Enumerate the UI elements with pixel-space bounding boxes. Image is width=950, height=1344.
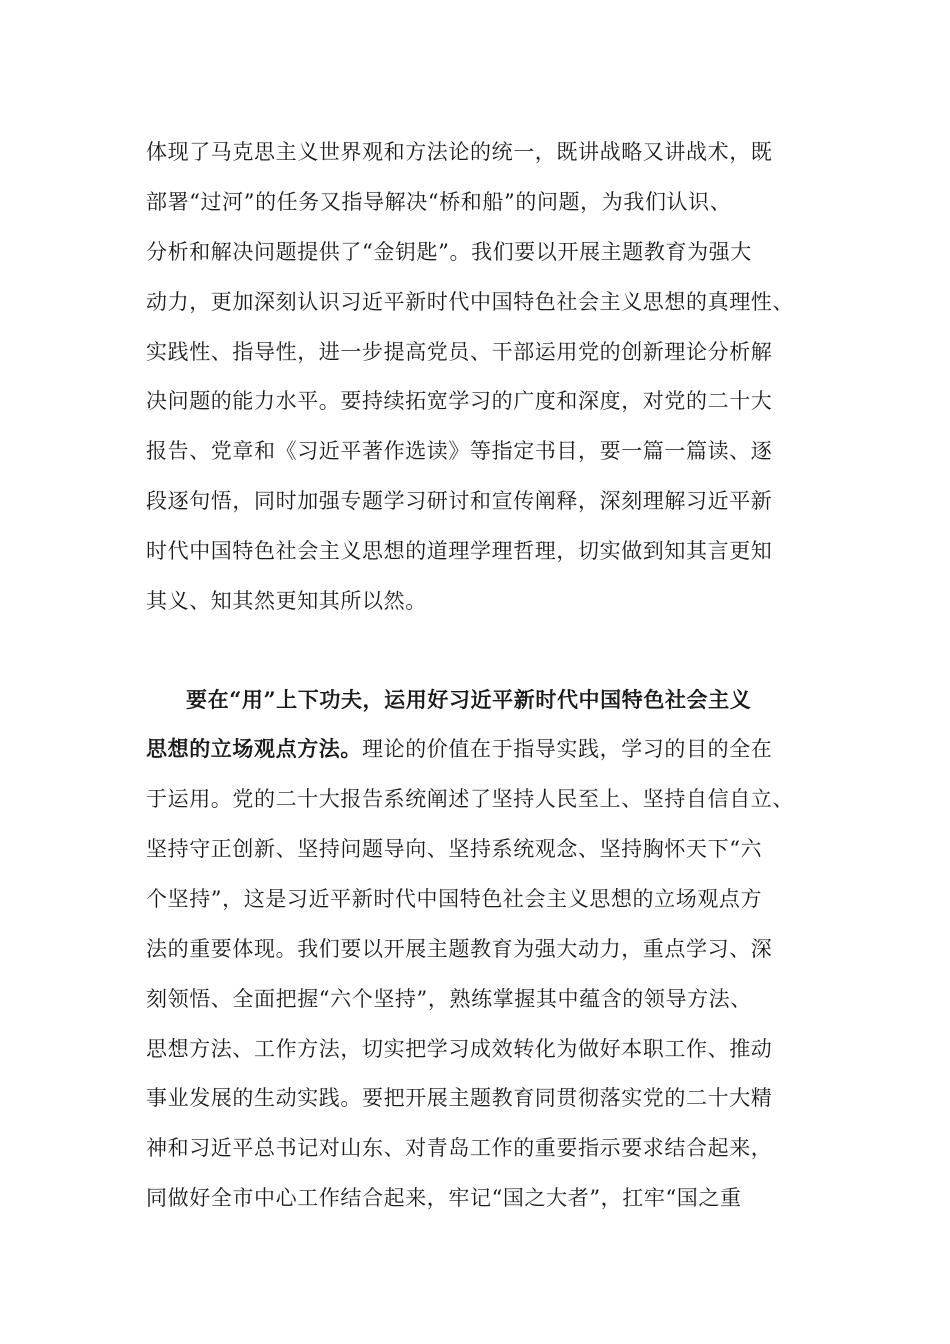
- paragraph-2-line-5: 个坚持”，这是习近平新时代中国特色社会主义思想的立场观点方: [146, 887, 763, 911]
- paragraph-1-line-4: 动力，更加深刻认识习近平新时代中国特色社会主义思想的真理性、: [146, 290, 794, 314]
- paragraph-2-line-2-rest: 理论的价值在于指导实践，学习的目的全在: [362, 737, 773, 761]
- paragraph-2-line-10: 神和习近平总书记对山东、对青岛工作的重要指示要求结合起来，: [146, 1136, 773, 1160]
- paragraph-1-line-9: 时代中国特色社会主义思想的道理学理哲理，切实做到知其言更知: [146, 539, 773, 563]
- paragraph-2-line-9: 事业发展的生动实践。要把开展主题教育同贯彻落实党的二十大精: [146, 1086, 773, 1110]
- paragraph-2-line-3: 于运用。党的二十大报告系统阐述了坚持人民至上、坚持自信自立、: [146, 787, 794, 811]
- paragraph-2-line-2: [146, 734, 772, 764]
- paragraph-2-heading-line-1: 要在“用”上下功夫，运用好习近平新时代中国特色社会主义: [186, 687, 752, 712]
- paragraph-1-line-2: 部署“过河”的任务又指导解决“桥和船”的问题，为我们认识、: [146, 190, 732, 214]
- paragraph-2-line-8: 思想方法、工作方法，切实把学习成效转化为做好本职工作、推动: [146, 1037, 773, 1061]
- paragraph-1-line-6: 决问题的能力水平。要持续拓宽学习的广度和深度，对党的二十大: [146, 389, 773, 413]
- paragraph-2-line-6: 法的重要体现。我们要以开展主题教育为强大动力，重点学习、深: [146, 937, 773, 961]
- paragraph-1-line-10: 其义、知其然更知其所以然。: [146, 589, 427, 613]
- paragraph-2-heading-line-2: 思想的立场观点方法。: [146, 736, 362, 761]
- paragraph-1-line-1: 体现了马克思主义世界观和方法论的统一，既讲战略又讲战术，既: [146, 140, 773, 164]
- paragraph-1-line-5: 实践性、指导性，进一步提高党员、干部运用党的创新理论分析解: [146, 340, 773, 364]
- paragraph-1-line-3: 分析和解决问题提供了“金钥匙”。我们要以开展主题教育为强大: [146, 240, 752, 264]
- paragraph-1-line-7: 报告、党章和《习近平著作选读》等指定书目，要一篇一篇读、逐: [146, 439, 773, 463]
- paragraph-2-line-11: 同做好全市中心工作结合起来，牢记“国之大者”，扛牢“国之重: [146, 1186, 742, 1210]
- paragraph-1-line-8: 段逐句悟，同时加强专题学习研讨和宣传阐释，深刻理解习近平新: [146, 489, 773, 513]
- paragraph-2-line-7: 刻领悟、全面把握“六个坚持”，熟练掌握其中蕴含的领导方法、: [146, 987, 752, 1011]
- paragraph-2-line-4: 坚持守正创新、坚持问题导向、坚持系统观念、坚持胸怀天下“六: [146, 837, 763, 861]
